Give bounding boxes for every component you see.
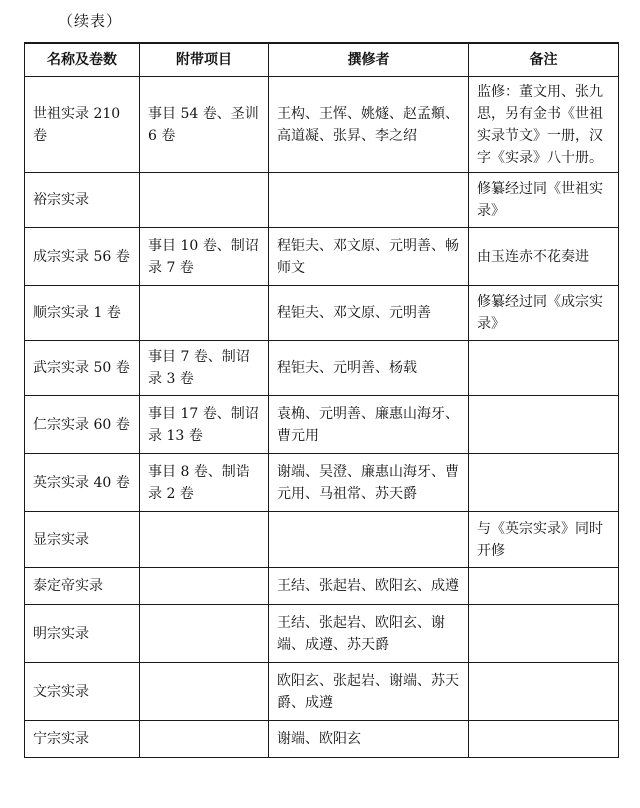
cell-notes: 修纂经过同《世祖实录》 — [469, 173, 619, 228]
cell-authors — [269, 512, 469, 568]
table-row — [25, 721, 619, 758]
cell-attached — [140, 286, 269, 341]
cell-authors: 谢端、欧阳玄 — [269, 721, 469, 758]
table-row — [25, 286, 619, 341]
cell-name: 明宗实录 — [25, 605, 140, 663]
cell-attached: 事目 10 卷、制诏录 7 卷 — [140, 228, 269, 286]
cell-notes: 修纂经过同《成宗实录》 — [469, 286, 619, 341]
table-row — [25, 341, 619, 396]
cell-authors: 王构、王恽、姚燧、赵孟頫、高道凝、张昇、李之绍 — [269, 77, 469, 173]
cell-authors: 袁桷、元明善、廉惠山海牙、曹元用 — [269, 396, 469, 454]
cell-attached — [140, 568, 269, 605]
table-row — [25, 77, 619, 173]
cell-name: 仁宗实录 60 卷 — [25, 396, 140, 454]
column-header-attached: 附带项目 — [140, 43, 269, 77]
cell-notes — [469, 721, 619, 758]
cell-name: 英宗实录 40 卷 — [25, 454, 140, 512]
cell-authors: 程钜夫、元明善、杨载 — [269, 341, 469, 396]
cell-notes: 监修：董文用、张九思，另有金书《世祖实录节文》一册，汉字《实录》八十册。 — [469, 77, 619, 173]
cell-name: 裕宗实录 — [25, 173, 140, 228]
column-header-name: 名称及卷数 — [25, 43, 140, 77]
cell-attached — [140, 663, 269, 721]
table-row — [25, 173, 619, 228]
records-table — [24, 42, 619, 758]
cell-name: 显宗实录 — [25, 512, 140, 568]
cell-notes — [469, 396, 619, 454]
cell-name: 武宗实录 50 卷 — [25, 341, 140, 396]
cell-attached — [140, 721, 269, 758]
cell-attached — [140, 173, 269, 228]
cell-name: 顺宗实录 1 卷 — [25, 286, 140, 341]
cell-authors: 王结、张起岩、欧阳玄、谢端、成遵、苏天爵 — [269, 605, 469, 663]
cell-attached — [140, 605, 269, 663]
cell-notes: 与《英宗实录》同时开修 — [469, 512, 619, 568]
cell-name: 泰定帝实录 — [25, 568, 140, 605]
cell-authors: 程钜夫、邓文原、元明善、畅师文 — [269, 228, 469, 286]
cell-notes — [469, 663, 619, 721]
cell-notes — [469, 341, 619, 396]
cell-notes — [469, 605, 619, 663]
cell-name: 成宗实录 56 卷 — [25, 228, 140, 286]
table-row — [25, 454, 619, 512]
cell-notes — [469, 454, 619, 512]
cell-authors: 谢端、吴澄、廉惠山海牙、曹元用、马祖常、苏天爵 — [269, 454, 469, 512]
table-row — [25, 568, 619, 605]
table-caption: （续表） — [58, 12, 123, 30]
table-row — [25, 228, 619, 286]
cell-name: 文宗实录 — [25, 663, 140, 721]
cell-name: 世祖实录 210 卷 — [25, 77, 140, 173]
cell-attached: 事目 17 卷、制诏录 13 卷 — [140, 396, 269, 454]
cell-attached — [140, 512, 269, 568]
cell-authors: 欧阳玄、张起岩、谢端、苏天爵、成遵 — [269, 663, 469, 721]
cell-notes — [469, 568, 619, 605]
header-row — [25, 43, 619, 77]
column-header-notes: 备注 — [469, 43, 619, 77]
column-header-authors: 撰修者 — [269, 43, 469, 77]
cell-authors: 王结、张起岩、欧阳玄、成遵 — [269, 568, 469, 605]
table-row — [25, 512, 619, 568]
table-row — [25, 605, 619, 663]
cell-attached: 事目 54 卷、圣训 6 卷 — [140, 77, 269, 173]
cell-attached: 事目 7 卷、制诏录 3 卷 — [140, 341, 269, 396]
cell-attached: 事目 8 卷、制诰录 2 卷 — [140, 454, 269, 512]
cell-authors: 程钜夫、邓文原、元明善 — [269, 286, 469, 341]
cell-notes: 由玉连赤不花奏进 — [469, 228, 619, 286]
cell-authors — [269, 173, 469, 228]
table-row — [25, 663, 619, 721]
table-row — [25, 396, 619, 454]
cell-name: 宁宗实录 — [25, 721, 140, 758]
